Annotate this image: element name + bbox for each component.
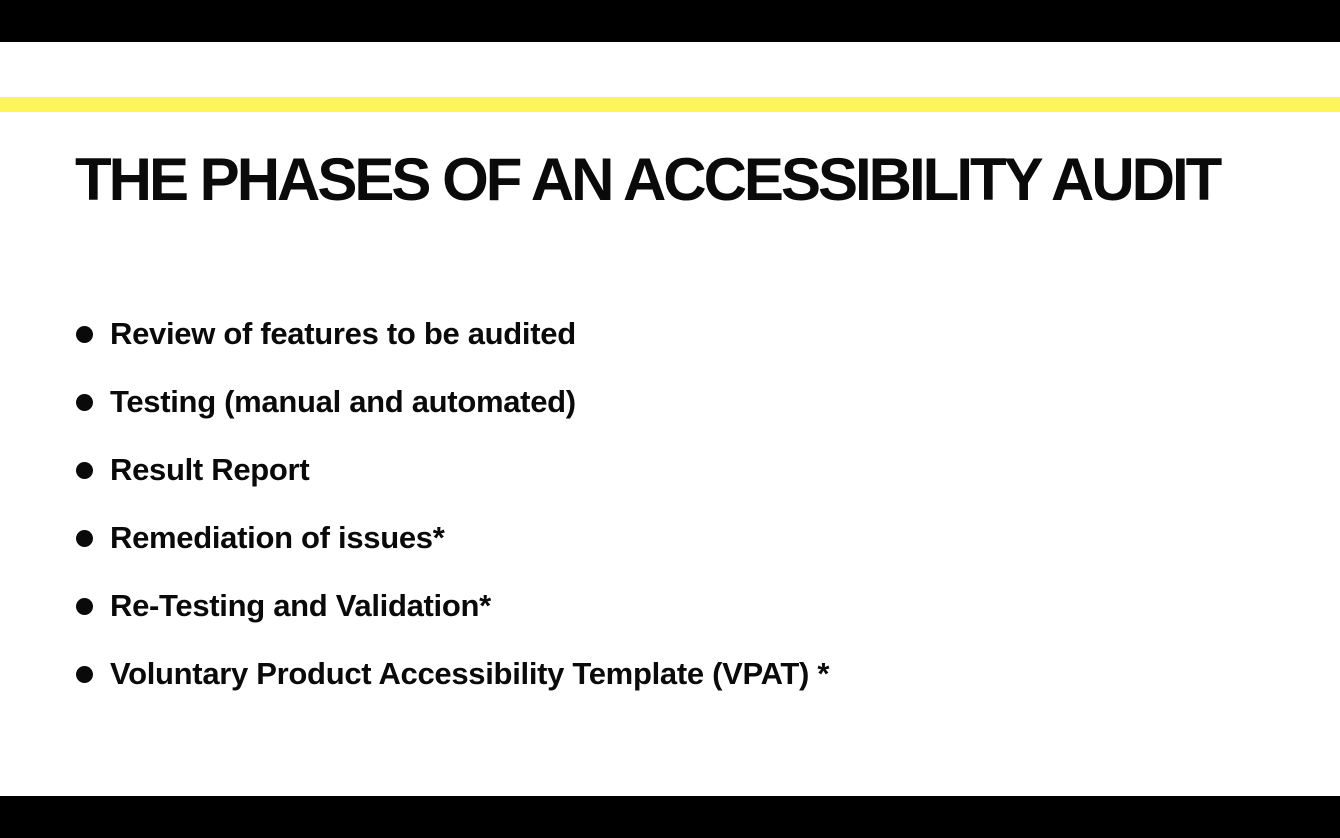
letterbox-bottom [0, 796, 1340, 838]
yellow-accent-bar [0, 97, 1340, 112]
bullet-dot-icon [76, 598, 93, 615]
bullet-dot-icon [76, 530, 93, 547]
phases-list [76, 300, 829, 708]
list-item [76, 640, 829, 708]
bullet-dot-icon [76, 326, 93, 343]
slide-title: THE PHASES OF AN ACCESSIBILITY AUDIT [75, 146, 1220, 213]
list-item-label: Review of features to be audited [110, 316, 576, 351]
list-item [76, 300, 829, 368]
list-item-label: Remediation of issues* [110, 520, 445, 555]
list-item [76, 368, 829, 436]
bullet-dot-icon [76, 462, 93, 479]
bullet-dot-icon [76, 394, 93, 411]
list-item-label: Re-Testing and Validation* [110, 588, 491, 623]
list-item [76, 572, 829, 640]
presentation-slide [0, 42, 1340, 796]
letterbox-top [0, 0, 1340, 42]
bullet-dot-icon [76, 666, 93, 683]
list-item [76, 504, 829, 572]
list-item-label: Result Report [110, 452, 310, 487]
list-item [76, 436, 829, 504]
list-item-label: Voluntary Product Accessibility Template (VPAT) * [110, 656, 830, 691]
list-item-label: Testing (manual and automated) [110, 384, 576, 419]
